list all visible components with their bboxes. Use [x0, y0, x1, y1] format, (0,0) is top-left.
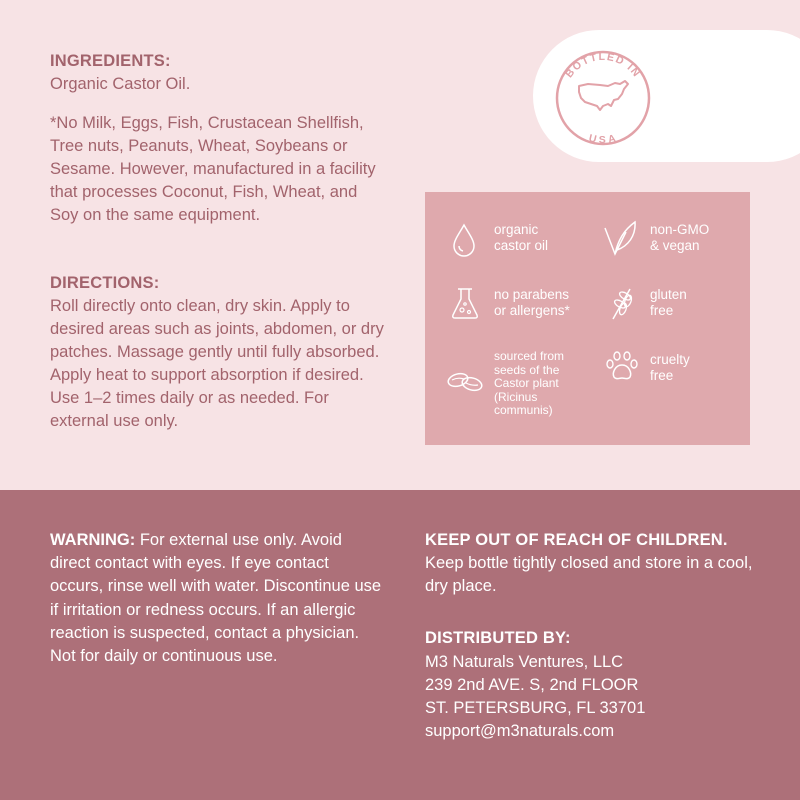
feature-no-parabens — [494, 287, 570, 319]
feature-line: gluten — [650, 287, 687, 302]
feature-line: seeds of the — [494, 362, 560, 377]
feature-non-gmo — [650, 222, 709, 254]
ingredients-title: INGREDIENTS: — [50, 52, 171, 70]
bottled-in-usa-badge — [533, 30, 800, 162]
features-panel — [425, 192, 750, 445]
feature-line: (Ricinus — [494, 389, 538, 404]
distributor-name: M3 Naturals Ventures, LLC — [425, 653, 624, 671]
badge-bottom-text: USA — [587, 132, 619, 147]
drop-icon — [451, 223, 477, 257]
storage-text: Keep bottle tightly closed and store in a cool, dry place. — [425, 554, 753, 596]
usa-map-icon — [579, 81, 628, 110]
svg-text:USA — [588, 132, 619, 146]
allergen-note: *No Milk, Eggs, Fish, Crustacean Shellfish, Tree nuts, Peanuts, Wheat, Soybeans or Sesame. However, manufactured in a facility that processes Coconut, Fish, Wheat, and Soy on the same equipment. — [50, 114, 376, 224]
paw-icon — [605, 349, 639, 383]
svg-text:BOTTLED IN — [563, 51, 643, 80]
feature-line: & vegan — [650, 238, 700, 253]
feature-line: no parabens — [494, 287, 570, 302]
feature-line: non-GMO — [650, 222, 710, 237]
feature-gluten-free — [650, 287, 687, 319]
warning-text — [50, 529, 385, 668]
warning-body: For external use only. Avoid direct contact with eyes. If eye contact occurs, rinse well with water. Discontinue use if irritation or redness occurs. If an allergic reaction is suspected, contact a physician. Not for daily or continuous use. — [50, 531, 382, 666]
feature-organic — [494, 222, 548, 254]
distributed-by-title: DISTRIBUTED BY: — [425, 629, 571, 647]
feature-line: free — [650, 303, 674, 318]
ingredients-text: Organic Castor Oil. — [50, 75, 191, 93]
badge-top-text: BOTTLED IN — [563, 50, 643, 81]
feature-line: communis) — [494, 403, 553, 417]
feature-line: sourced from — [494, 349, 565, 363]
seeds-icon — [445, 368, 485, 396]
directions-text: Roll directly onto clean, dry skin. Apply to desired areas such as joints, abdomen, or dry patches. Massage gently until fully absorbed. Apply heat to support absorption if desired. Use 1–2 times daily or as needed. For external use only. — [50, 297, 384, 430]
feature-line: castor oil — [494, 238, 549, 253]
feature-line: free — [650, 368, 674, 383]
directions-title: DIRECTIONS: — [50, 274, 160, 292]
feature-line: Castor plant — [494, 376, 559, 390]
wheat-icon — [607, 284, 637, 322]
keep-out-of-reach-title: KEEP OUT OF REACH OF CHILDREN. — [425, 531, 728, 549]
badge-seal — [548, 36, 658, 156]
warning-label: WARNING: — [50, 531, 136, 549]
distributor-email: support@m3naturals.com — [425, 722, 615, 740]
distributor-address-line2: ST. PETERSBURG, FL 33701 — [425, 699, 646, 717]
feature-line: cruelty — [650, 352, 690, 367]
flask-icon — [449, 285, 481, 321]
distributor-address-line1: 239 2nd AVE. S, 2nd FLOOR — [425, 676, 639, 694]
feature-line: organic — [494, 222, 539, 237]
leaf-icon — [602, 218, 638, 258]
feature-cruelty-free — [650, 352, 690, 384]
feature-line: or allergens* — [494, 303, 570, 318]
feature-sourced-from-castor — [494, 350, 564, 418]
